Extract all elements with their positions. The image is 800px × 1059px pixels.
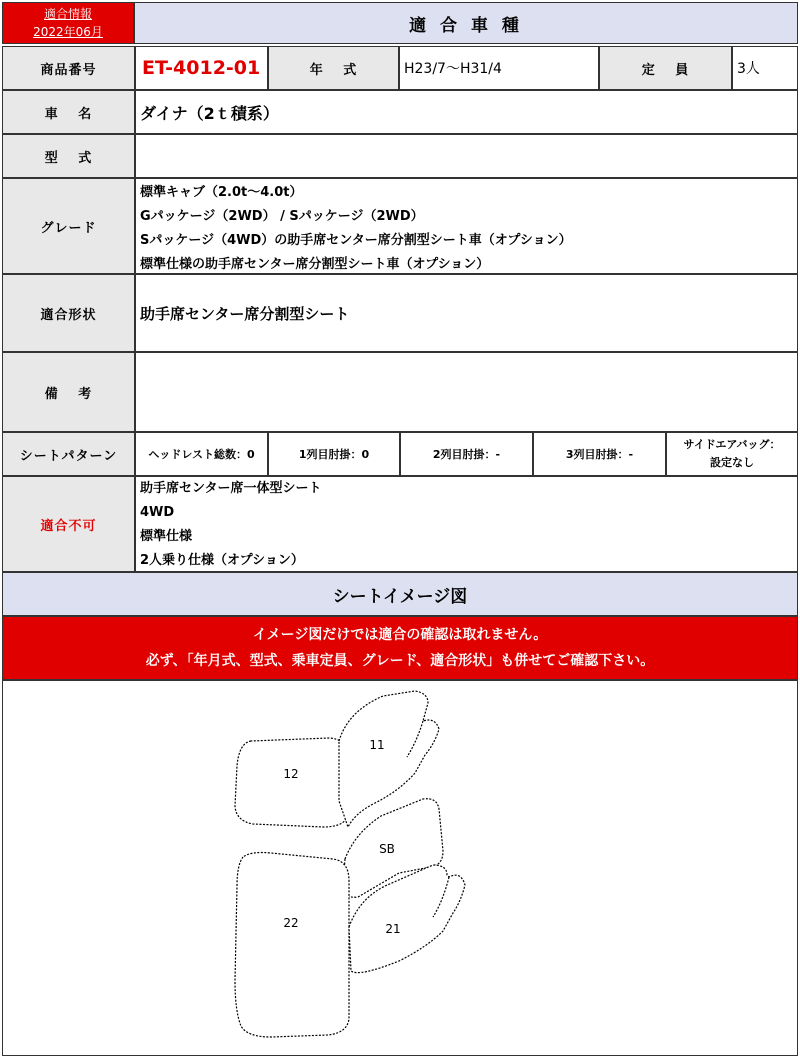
seat-12-shape [235, 738, 349, 827]
year-value: H23/7〜H31/4 [399, 46, 599, 90]
incompatible-list [135, 476, 798, 572]
grade-label: グレード [2, 178, 135, 274]
warning-line-2: 必ず、「年月式、型式、乗車定員、グレード、適合形状」も併せてご確認下さい。 [145, 653, 655, 669]
year-label: 年 式 [268, 46, 399, 90]
shape-label: 適合形状 [2, 274, 135, 352]
incompatible-label: 適合不可 [2, 476, 135, 572]
incompatible-line: 助手席センター席一体型シート [140, 481, 322, 496]
seat-label-22: 22 [283, 916, 299, 930]
model-value [135, 134, 798, 178]
notes-value [135, 352, 798, 432]
headrest-count: ヘッドレスト総数：0 [135, 432, 268, 476]
product-code-label: 商品番号 [2, 46, 135, 90]
shape-value: 助手席センター席分割型シート [135, 274, 798, 352]
grade-line: Sパッケージ（4WD）の助手席センター席分割型シート車（オプション） [140, 233, 572, 248]
capacity-value: 3人 [732, 46, 798, 90]
row2-armrest: 2列目肘掛：- [400, 432, 533, 476]
notes-label: 備 考 [2, 352, 135, 432]
warning-line-1: イメージ図だけでは適合の確認は取れません。 [252, 627, 548, 643]
seat-pattern-label: シートパターン [2, 432, 135, 476]
seat-label-21: 21 [385, 922, 401, 936]
car-name-value: ダイナ（2ｔ積系） [135, 90, 798, 134]
page-title: 適 合 車 種 [134, 2, 798, 44]
seat-22-shape [235, 853, 349, 1038]
badge-date: 2022年06月 [33, 25, 103, 39]
seat-image-title: シートイメージ図 [2, 572, 798, 616]
seat-diagram-area [2, 680, 798, 1056]
grade-list [135, 178, 798, 274]
grade-line: 標準キャブ（2.0t〜4.0t） [140, 185, 303, 200]
grade-line: Gパッケージ（2WD） / Sパッケージ（2WD） [140, 209, 424, 224]
date-badge [2, 2, 134, 44]
row1-armrest: 1列目肘掛：0 [268, 432, 400, 476]
capacity-label: 定 員 [599, 46, 732, 90]
incompatible-line: 標準仕様 [140, 529, 193, 544]
seat-diagram [3, 681, 797, 1055]
side-airbag: サイドエアバッグ： 設定なし [666, 432, 798, 476]
grade-line: 標準仕様の助手席センター席分割型シート車（オプション） [140, 257, 490, 272]
badge-title: 適合情報 [43, 7, 92, 21]
incompatible-line: 2人乗り仕様（オプション） [140, 553, 304, 568]
row3-armrest: 3列目肘掛：- [533, 432, 666, 476]
seat-label-12: 12 [283, 767, 299, 781]
incompatible-line: 4WD [140, 505, 175, 520]
seat-label-11: 11 [369, 738, 385, 752]
seat-label-sb: SB [379, 842, 395, 856]
warning-banner [2, 616, 798, 680]
car-name-label: 車 名 [2, 90, 135, 134]
product-code: ET-4012-01 [135, 46, 268, 90]
model-label: 型 式 [2, 134, 135, 178]
